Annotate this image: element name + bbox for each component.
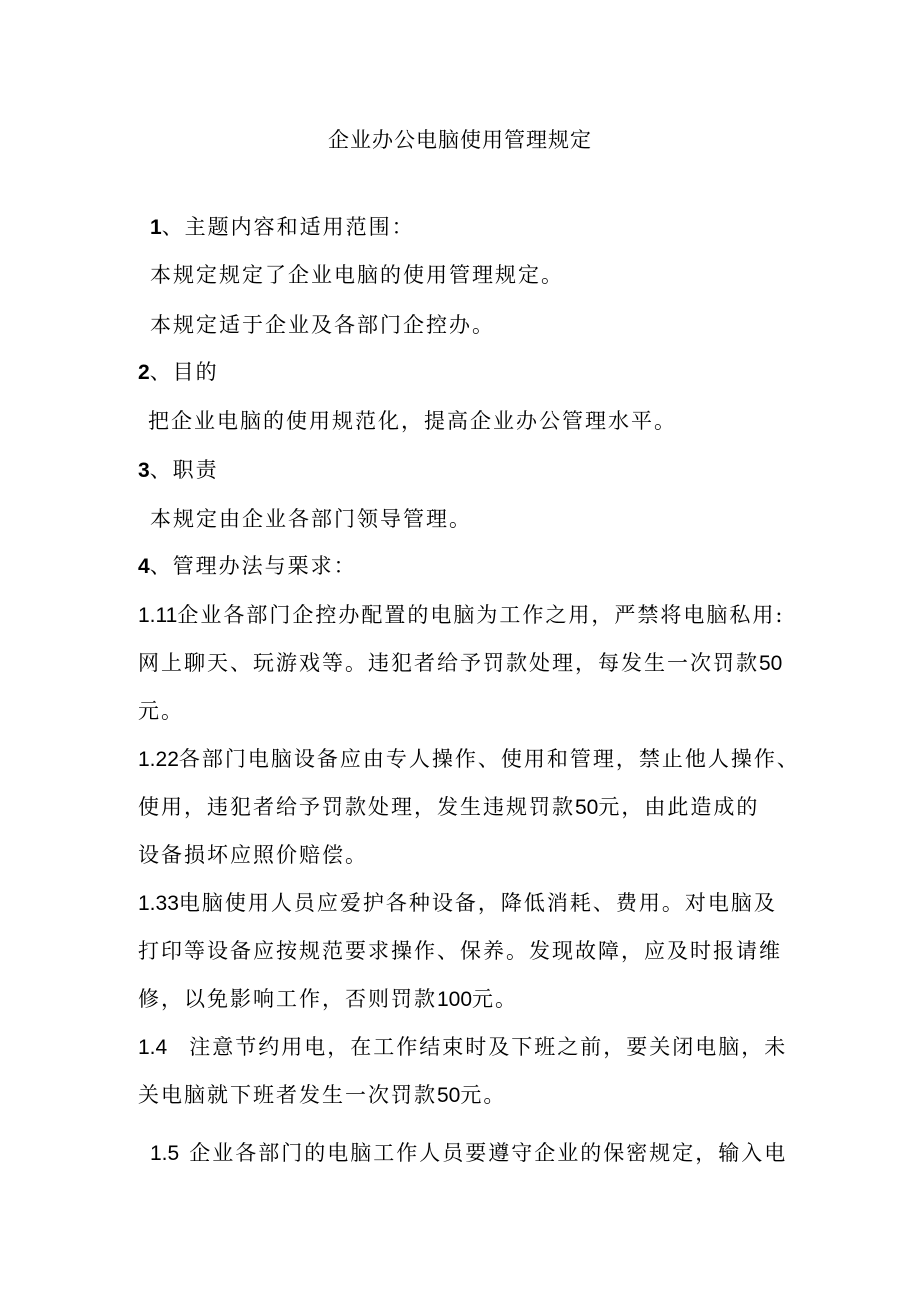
section-number: 3 (138, 459, 150, 482)
section-heading-text: 、主题内容和适用范围： (161, 215, 415, 239)
rule-item-text: 修，以免影响工作，否则罚款 (138, 987, 437, 1011)
section-3-heading (138, 455, 219, 486)
section-4-heading (138, 551, 357, 582)
document-title: 企业办公电脑使用管理规定 (328, 128, 592, 152)
rule-item-text: 元。 (472, 987, 519, 1011)
fine-amount: 50 (437, 1084, 461, 1107)
section-number: 1 (150, 216, 162, 239)
rule-item-line: 元。 (138, 699, 184, 723)
rule-item-text: 元。 (460, 1083, 507, 1107)
rule-item-number: 1.33 (138, 892, 179, 915)
rule-item-line (138, 1032, 787, 1063)
rule-item-text: 注意节约用电，在工作结束时及下班之前，要关闭电脑，未 (189, 1035, 788, 1059)
rule-item-line (138, 600, 784, 631)
rule-item-text: 元，由此造成的 (598, 795, 760, 819)
section-1-heading (150, 212, 415, 243)
rule-item-number: 1.5 (150, 1142, 180, 1165)
rule-item-text: 企业各部门企控办配置的电脑为工作之用，严禁将电脑私用: (177, 603, 785, 627)
fine-amount: 50 (575, 796, 599, 819)
section-heading-text: 、目的 (149, 360, 219, 384)
rule-item-line (138, 792, 759, 823)
rule-item-line: 设备损坏应照价赔偿。 (138, 843, 368, 867)
rule-item-line (138, 648, 782, 679)
section-3-paragraph: 本规定由企业各部门领导管理。 (150, 507, 472, 531)
section-1-paragraph: 本规定规定了企业电脑的使用管理规定。 (150, 263, 564, 287)
rule-item-number: 1.4 (138, 1036, 168, 1059)
section-2-heading (138, 357, 219, 388)
section-heading-text: 、职责 (149, 458, 219, 482)
rule-item-line (138, 888, 777, 919)
section-number: 2 (138, 361, 150, 384)
rule-item-number: 1.22 (138, 748, 179, 771)
rule-item-line (150, 1138, 787, 1169)
fine-amount: 50 (759, 652, 783, 675)
rule-item-text: 企业各部门的电脑工作人员要遵守企业的保密规定，输入电 (189, 1141, 788, 1165)
fine-amount: 100 (437, 988, 473, 1011)
rule-item-line: 打印等设备应按规范要求操作、保养。发现故障，应及时报请维 (138, 939, 782, 963)
rule-item-text: 网上聊天、玩游戏等。违犯者给予罚款处理，每发生一次罚款 (138, 651, 759, 675)
section-2-paragraph: 把企业电脑的使用规范化，提高企业办公管理水平。 (148, 409, 677, 433)
rule-item-line (138, 1080, 506, 1111)
rule-item-line (138, 984, 518, 1015)
section-1-paragraph: 本规定适于企业及各部门企控办。 (150, 313, 495, 337)
rule-item-number: 1.11 (138, 604, 178, 627)
rule-item-line (138, 744, 800, 775)
rule-item-text: 各部门电脑设备应由专人操作、使用和管理，禁止他人操作、 (178, 747, 800, 771)
rule-item-text: 电脑使用人员应爱护各种设备，降低消耗、费用。对电脑及 (178, 891, 777, 915)
section-heading-text: 、管理办法与栗求： (149, 554, 357, 578)
rule-item-text: 关电脑就下班者发生一次罚款 (138, 1083, 437, 1107)
section-number: 4 (138, 555, 150, 578)
rule-item-text: 使用，违犯者给予罚款处理，发生违规罚款 (138, 795, 575, 819)
